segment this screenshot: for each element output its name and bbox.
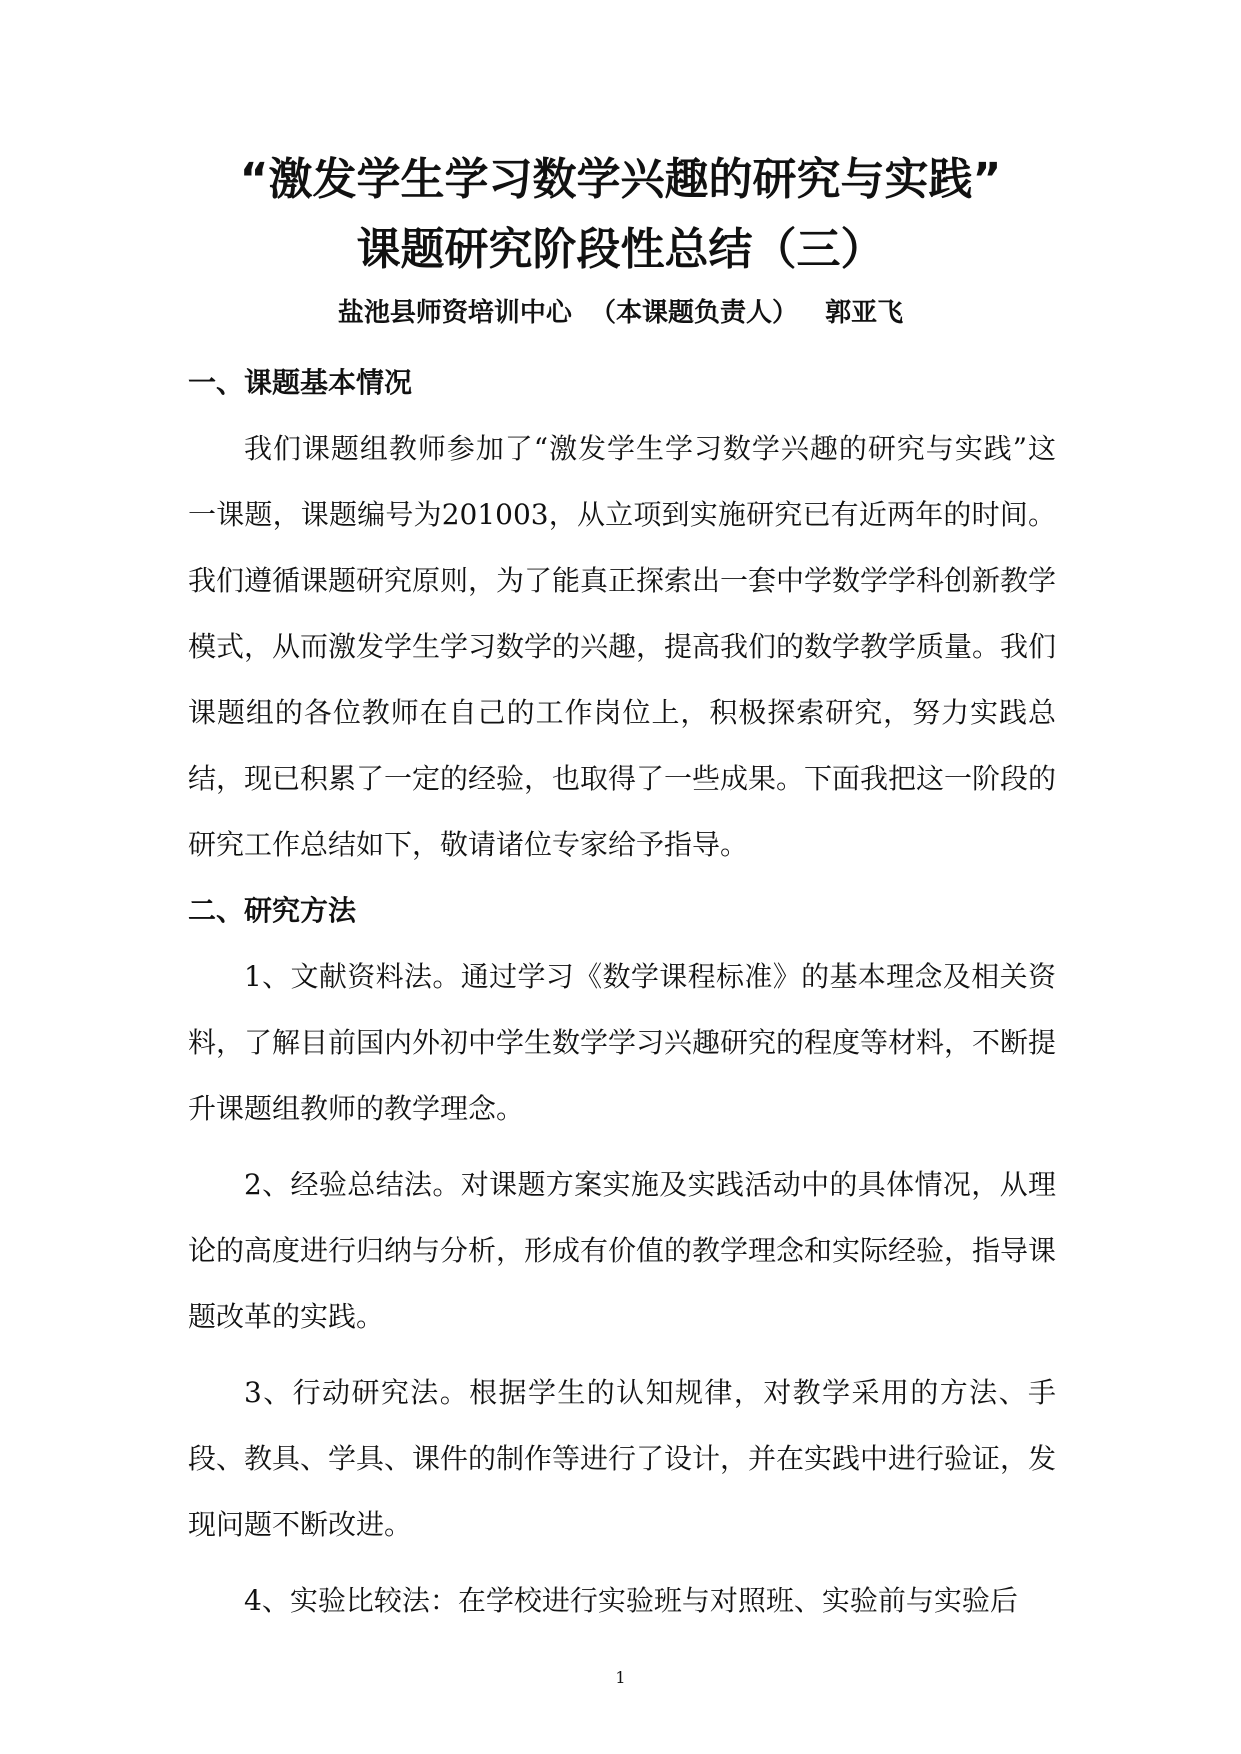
paragraph-method-literature: 1、文献资料法。通过学习《数学课程标准》的基本理念及相关资料，了解目前国内外初中学生数学学习兴趣研究的程度等材料，不断提升课题组教师的教学理念。 xyxy=(188,960,1057,1125)
page-number: 1 xyxy=(615,1668,626,1687)
paragraph-method-experiment: 4、实验比较法：在学校进行实验班与对照班、实验前与实验后 xyxy=(244,1584,1018,1617)
paragraph-method-experience: 2、经验总结法。对课题方案实施及实践活动中的具体情况，从理论的高度进行归纳与分析，形成有价值的教学理念和实际经验，指导课题改革的实践。 xyxy=(188,1168,1057,1333)
document-title-line-2: 课题研究阶段性总结（三） xyxy=(356,224,885,275)
paragraph-method-action-research: 3、行动研究法。根据学生的认知规律，对教学采用的方法、手段、教具、学具、课件的制作等进行了设计，并在实践中进行验证，发现问题不断改进。 xyxy=(188,1376,1057,1541)
section-heading-basic-info: 一、课题基本情况 xyxy=(188,366,413,399)
paragraph-basic-info: 我们课题组教师参加了“激发学生学习数学兴趣的研究与实践”这一课题，课题编号为201003，从立项到实施研究已有近两年的时间。我们遵循课题研究原则，为了能真正探索出一套中学数学学科创新教学模式，从而激发学生学习数学的兴趣，提高我们的数学教学质量。我们课题组的各位教师在自己的工作岗位上，积极探索研究，努力实践总结，现已积累了一定的经验，也取得了一些成果。下面我把这一阶段的研究工作总结如下，敬请诸位专家给予指导。 xyxy=(188,432,1057,861)
author-line: 盐池县师资培训中心 （本课题负责人） 郭亚飞 xyxy=(337,298,904,328)
document-body xyxy=(188,350,1056,1634)
document-title-line-1: “激发学生学习数学兴趣的研究与实践” xyxy=(239,154,1002,205)
section-heading-research-methods: 二、研究方法 xyxy=(188,894,357,927)
